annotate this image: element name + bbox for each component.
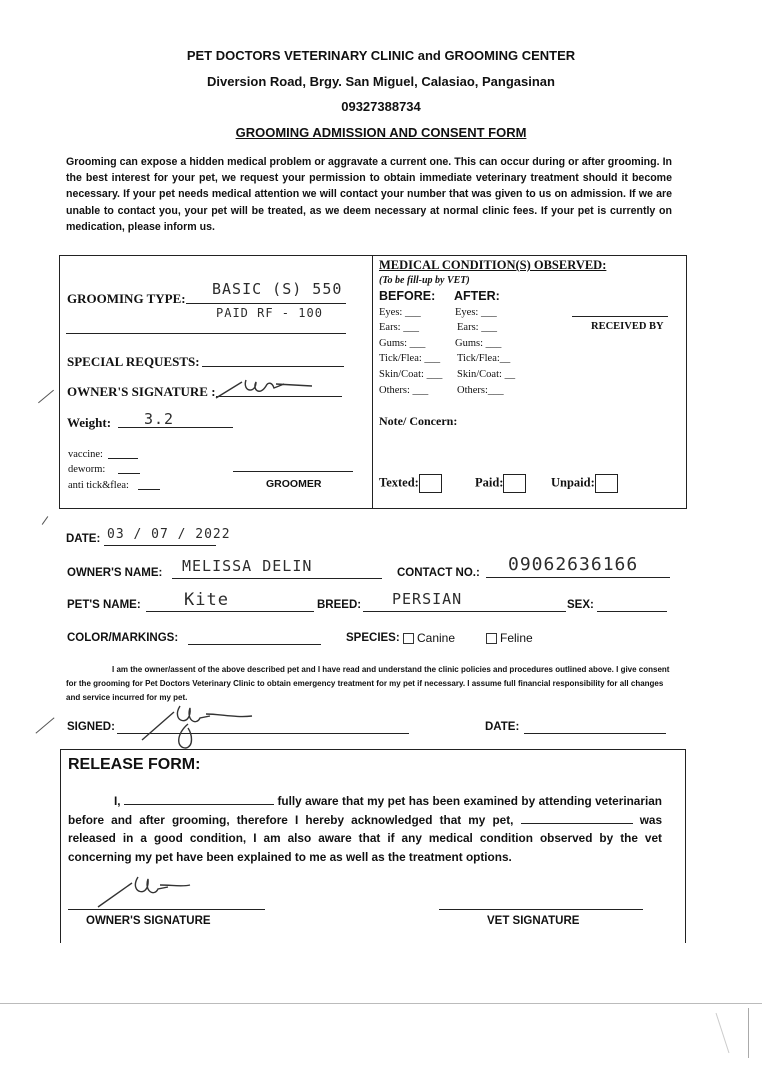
contact-label: CONTACT NO.: [397, 567, 480, 579]
weight-line[interactable] [118, 427, 233, 428]
paid-checkbox[interactable]: Paid: [475, 474, 526, 493]
clinic-phone: 09327388734 [341, 99, 421, 114]
vaccine-line[interactable] [108, 458, 138, 459]
date-line[interactable] [104, 545, 216, 546]
medical-subtitle: (To be fill-up by VET) [379, 275, 470, 286]
grooming-type-line[interactable] [186, 303, 346, 304]
vet-signature-line[interactable] [439, 909, 643, 910]
clinic-address: Diversion Road, Brgy. San Miguel, Calasiao, Pangasinan [207, 74, 555, 89]
medical-title: MEDICAL CONDITION(S) OBSERVED: [379, 258, 607, 272]
grooming-type-value: BASIC (S) 550 [212, 280, 343, 298]
owner-signature-drawing [212, 372, 322, 404]
after-label: AFTER: [454, 289, 500, 303]
deworm-line[interactable] [118, 473, 140, 474]
box-divider [372, 255, 373, 508]
groomer-line[interactable] [233, 471, 353, 472]
weight-label: Weight: [67, 415, 112, 430]
after-ears: Ears: ___ [457, 322, 497, 333]
date-value: 03 / 07 / 2022 [107, 527, 231, 542]
groomer-label: GROOMER [266, 478, 322, 490]
note-label: Note/ Concern: [379, 414, 458, 428]
after-tick: Tick/Flea:__ [457, 353, 511, 364]
form-title: GROOMING ADMISSION AND CONSENT FORM [235, 125, 527, 140]
received-by-label: RECEIVED BY [591, 321, 664, 332]
breed-label: BREED: [317, 599, 362, 611]
breed-value: PERSIAN [392, 590, 463, 608]
owner-name-label: OWNER'S NAME: [67, 567, 163, 579]
grooming-type-label: GROOMING TYPE: [67, 291, 186, 306]
after-skin: Skin/Coat: __ [457, 369, 516, 380]
owner-release-signature-line[interactable] [68, 909, 265, 910]
release-pet-blank[interactable] [521, 812, 633, 824]
consent-paragraph: I am the owner/assent of the above described pet and I have read and understand the clinic policies and procedures outlined above. I give consent for the grooming for Pet Doctors Veterinary Clinic to obtain emergency treatment for my pet if necessary. I assume full financial responsibility for all changes and service incurred for my pet. [66, 665, 670, 702]
release-title: RELEASE FORM: [68, 756, 201, 773]
signed-date-label: DATE: [485, 721, 520, 733]
species-canine-option[interactable]: Canine [403, 631, 455, 645]
species-label: SPECIES: [346, 632, 400, 644]
scan-edge-mark [748, 1008, 749, 1058]
signed-date-line[interactable] [524, 733, 666, 734]
after-gums: Gums: ___ [455, 338, 502, 349]
margin-tick-mark [42, 516, 49, 525]
before-others: Others: ___ [379, 385, 429, 396]
before-gums: Gums: ___ [379, 338, 426, 349]
owner-signature-label: OWNER'S SIGNATURE : [67, 384, 216, 399]
intro-paragraph: Grooming can expose a hidden medical problem or aggravate a current one. This can occur during or after grooming. In the best interest for your pet, we request your permission to obtain immediate veterinary treatment should it become necessary. If your pet needs medical attention we will contact your number that was given to us on admission. If we are unable to contact you, your pet will be treated, as we deem necessary at normal clinic fees. If your pet is currently on medication, please inform us. [66, 156, 672, 233]
contact-line[interactable] [486, 577, 670, 578]
color-label: COLOR/MARKINGS: [67, 632, 179, 644]
margin-tick-mark [35, 717, 54, 733]
pet-name-value: Kite [184, 590, 229, 610]
deworm-label: deworm: [68, 464, 106, 475]
page-edge-line [0, 1003, 762, 1004]
vet-signature-label: VET SIGNATURE [487, 915, 580, 927]
special-requests-line[interactable] [202, 366, 344, 367]
margin-tick-mark [38, 390, 54, 404]
sex-line[interactable] [597, 611, 667, 612]
owner-name-line[interactable] [172, 578, 382, 579]
before-skin: Skin/Coat: ___ [379, 369, 443, 380]
received-by-line[interactable] [572, 316, 668, 317]
color-line[interactable] [188, 644, 321, 645]
before-eyes: Eyes: ___ [379, 307, 421, 318]
special-requests-label: SPECIAL REQUESTS: [67, 354, 200, 369]
grooming-extra-line[interactable] [66, 333, 346, 334]
before-ears: Ears: ___ [379, 322, 419, 333]
before-tick: Tick/Flea: ___ [379, 353, 441, 364]
after-others: Others:___ [457, 385, 504, 396]
unpaid-checkbox[interactable]: Unpaid: [551, 474, 618, 493]
owner-release-signature-label: OWNER'S SIGNATURE [86, 915, 211, 927]
species-feline-option[interactable]: Feline [486, 631, 533, 645]
owner-release-signature-drawing [94, 873, 194, 917]
owner-name-value: MELISSA DELIN [182, 557, 313, 575]
grooming-note: PAID RF - 100 [216, 306, 323, 320]
texted-checkbox[interactable]: Texted: [379, 474, 442, 493]
release-name-blank[interactable] [124, 793, 274, 805]
after-eyes: Eyes: ___ [455, 307, 497, 318]
weight-value: 3.2 [144, 410, 175, 428]
pet-name-line[interactable] [146, 611, 314, 612]
sex-label: SEX: [567, 599, 594, 611]
antitick-line[interactable] [138, 489, 160, 490]
before-label: BEFORE: [379, 289, 436, 303]
vaccine-label: vaccine: [68, 449, 103, 460]
breed-line[interactable] [363, 611, 566, 612]
signed-label: SIGNED: [67, 721, 115, 733]
pet-name-label: PET'S NAME: [67, 599, 141, 611]
contact-value: 09062636166 [508, 554, 639, 575]
scan-edge-mark [716, 1013, 730, 1053]
signed-signature-drawing [140, 700, 260, 752]
date-label: DATE: [66, 533, 101, 545]
clinic-name: PET DOCTORS VETERINARY CLINIC and GROOMING CENTER [186, 48, 576, 63]
antitick-label: anti tick&flea: [68, 480, 129, 491]
release-paragraph: I, fully aware that my pet has been examined by attending veterinarian before and after grooming, therefore I hereby acknowledged that my pet, was released in a good condition, I am also aware that if any medical condition observed by the vet concerning my pet have been explained to me as well as the treatment options. [68, 794, 663, 864]
